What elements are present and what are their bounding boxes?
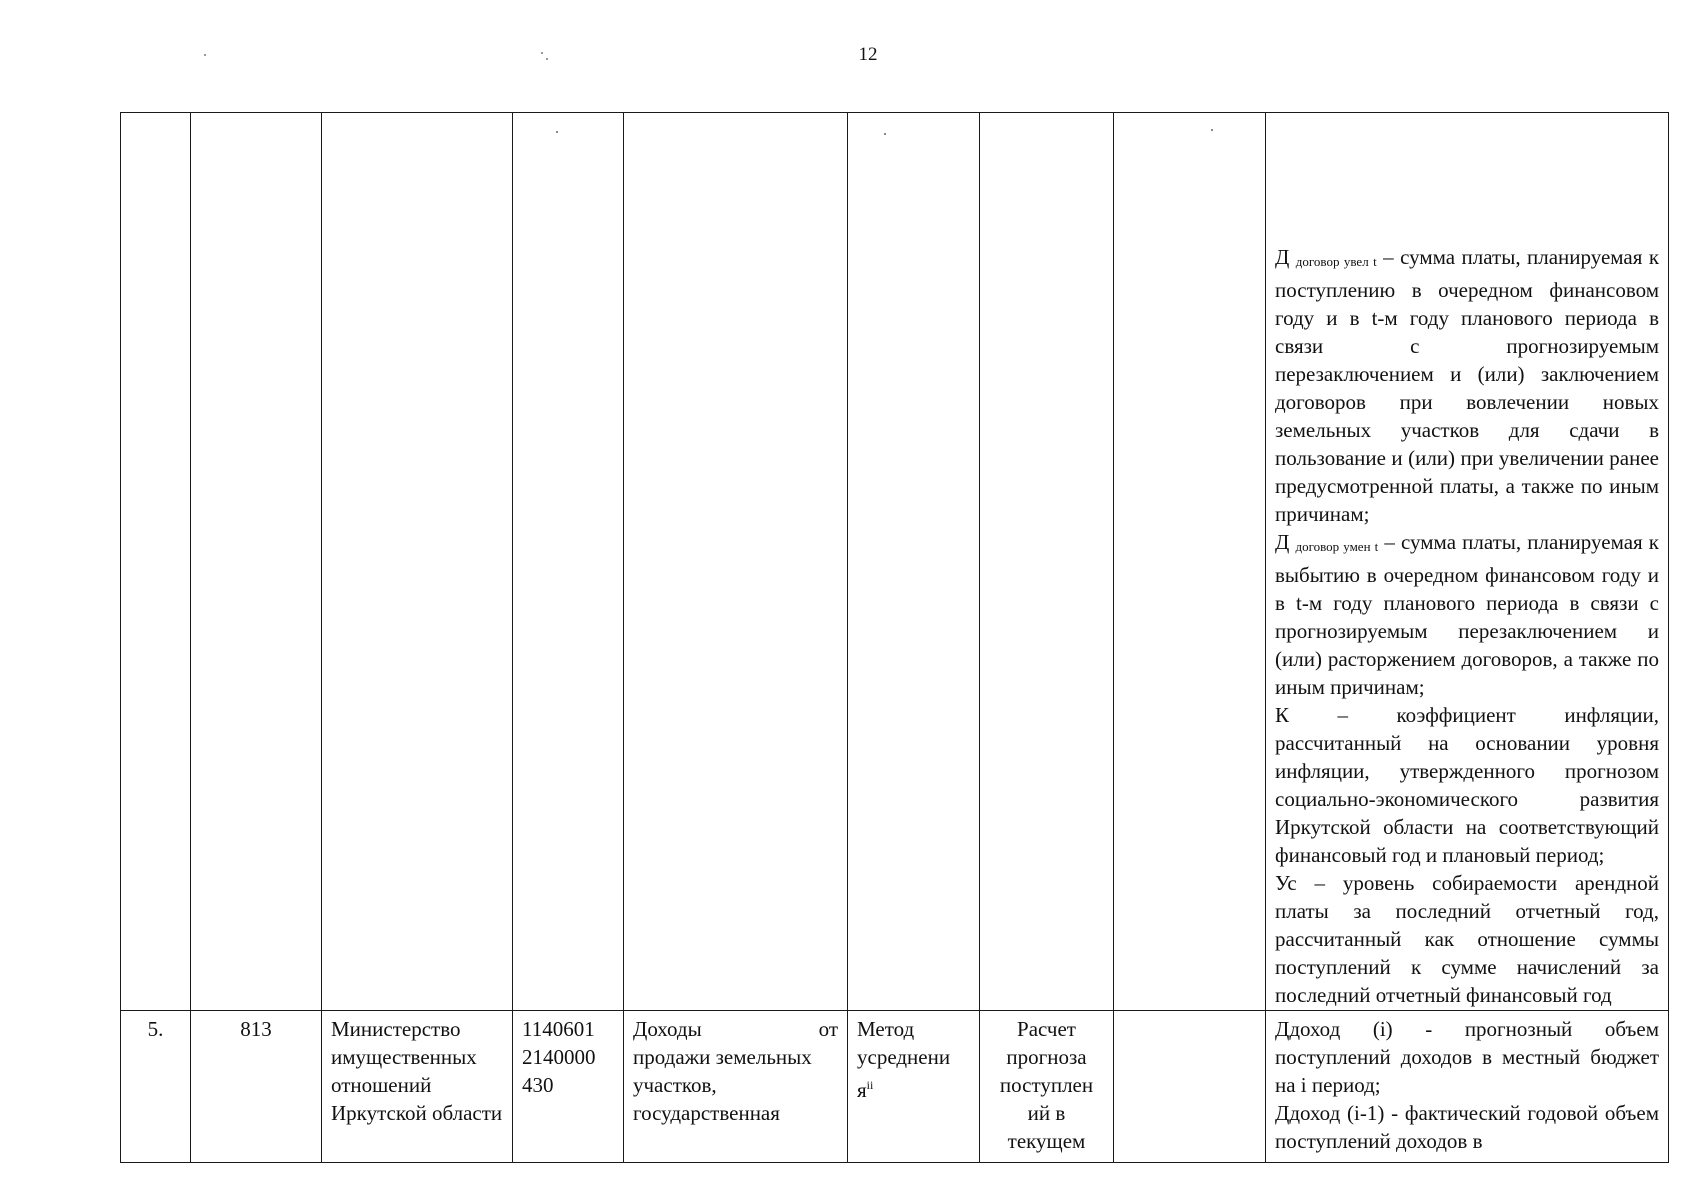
scan-speck — [204, 54, 206, 56]
definition-decrease: Д договор умен t – сумма платы, планируемая к выбытию в очередном финансовом году и в t-м году планового периода в связи с прогнозируемым перезаключением и (или) расторжением договоров, а также по иным причинам; — [1275, 530, 1660, 699]
subscript: договор умен t — [1295, 539, 1379, 554]
empty-cell — [848, 113, 980, 1011]
income-name: Доходы от продажи земельных участков, государственная — [624, 1011, 848, 1163]
administrator-name: Министерство имущественных отношений Иркутской области — [322, 1011, 513, 1163]
empty-cell — [980, 113, 1114, 1011]
empty-cell — [121, 113, 191, 1011]
scan-speck — [541, 52, 543, 54]
revenue-forecast-table — [120, 112, 1669, 1163]
definition-inflation: К – коэффициент инфляции, рассчитанный на основании уровня инфляции, утвержденного прогнозом социально-экономического развития Иркутской области на соответствующий финансовый год и плановый период; — [1275, 703, 1659, 867]
empty-cell — [1114, 113, 1266, 1011]
definition-collection-rate: Ус – уровень собираемости арендной платы за последний отчетный год, рассчитанный как отношение суммы поступлений к сумме начислений за последний отчетный финансовый год — [1275, 871, 1660, 1007]
definitions-cell — [1266, 113, 1669, 1011]
footnote-marker: ii — [866, 1078, 874, 1092]
empty-cell — [624, 113, 848, 1011]
kbk-code: 1140601 2140000 430 — [513, 1011, 624, 1163]
forecast-method: Метод усреднени я$^{ii}$ — [848, 1011, 980, 1163]
empty-cell — [1114, 1011, 1266, 1163]
scan-speck — [1211, 129, 1213, 131]
scan-speck — [884, 133, 886, 135]
empty-cell — [322, 113, 513, 1011]
calculation-description: Расчет прогноза поступлен ий в текущем — [980, 1011, 1114, 1163]
empty-cell — [513, 113, 624, 1011]
definition-increase: Д договор увел t – сумма платы, планируемая к поступлению в очередном финансовом году и в t-м году планового периода в связи с прогнозируемым перезаключением и (или) заключением договоров при вовлечении новых земельных участков для сдачи в пользование и (или) при увеличении ранее предусмотренной платы, а также по иным причинам; — [1275, 245, 1660, 526]
scan-speck — [546, 58, 548, 60]
row-number: 5. — [121, 1011, 191, 1163]
admin-code: 813 — [191, 1011, 322, 1163]
scan-speck — [556, 131, 558, 133]
table-row — [121, 113, 1669, 1011]
table-row — [121, 1011, 1669, 1163]
subscript: договор увел t — [1295, 254, 1377, 269]
empty-cell — [191, 113, 322, 1011]
page-number: 12 — [858, 44, 878, 65]
formula-description: Ддоход (i) - прогнозный объем поступлений доходов в местный бюджет на i период; Ддоход (i-1) - фактический годовой объем поступлений доходов в — [1266, 1011, 1669, 1163]
